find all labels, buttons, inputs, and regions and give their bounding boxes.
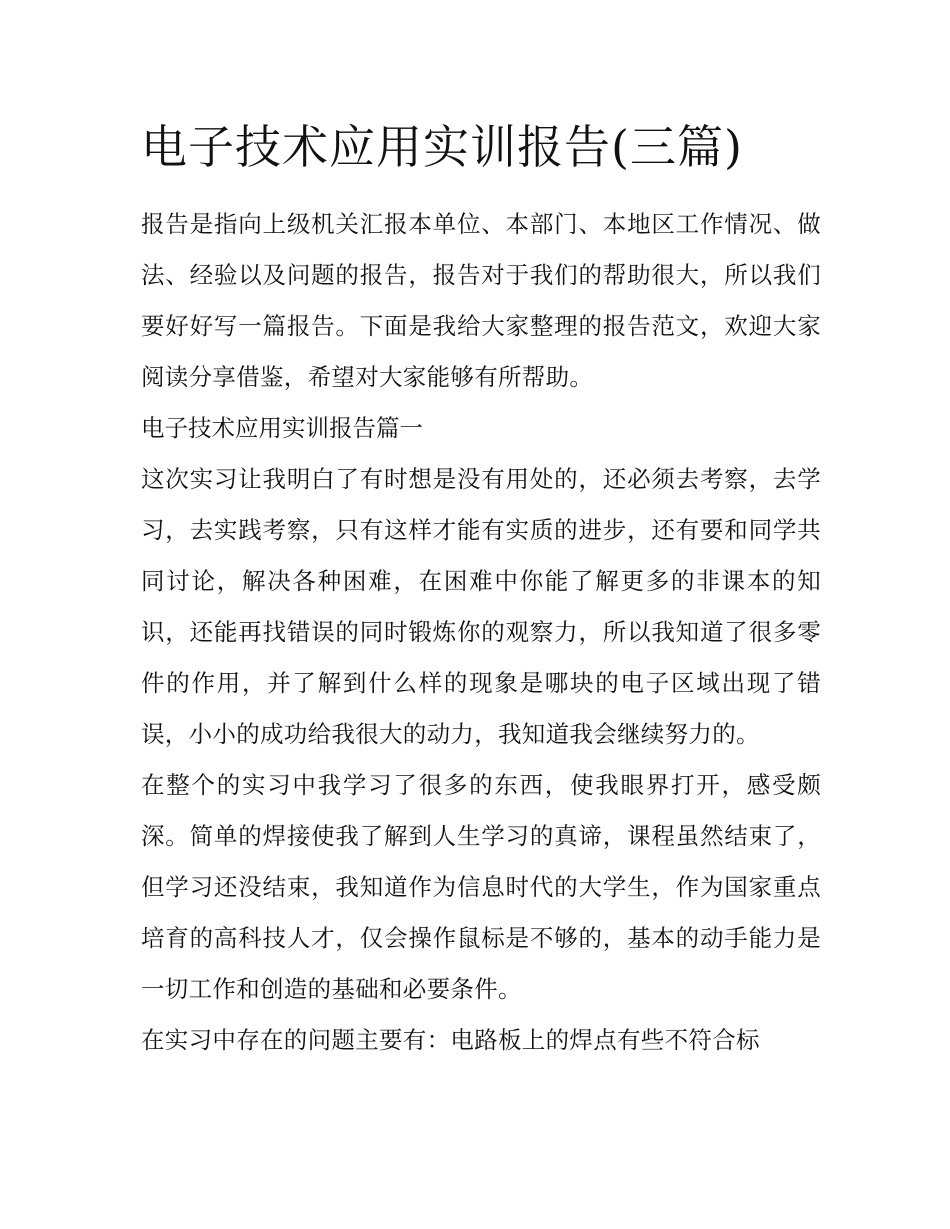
intro-paragraph: 报告是指向上级机关汇报本单位、本部门、本地区工作情况、做法、经验以及问题的报告，报告对于我们的帮助很大，所以我们要好好写一篇报告。下面是我给大家整理的报告范文，欢迎大家阅读分享借鉴，希望对大家能够有所帮助。 <box>141 210 821 391</box>
body-paragraph-2: 在整个的实习中我学习了很多的东西，使我眼界打开，感受颇深。简单的焊接使我了解到人生学习的真谛，课程虽然结束了，但学习还没结束，我知道作为信息时代的大学生，作为国家重点培育的高科技人才，仅会操作鼠标是不够的，基本的动手能力是一切工作和创造的基础和必要条件。 <box>141 771 821 1003</box>
body-paragraph-1: 这次实习让我明白了有时想是没有用处的，还必须去考察，去学习，去实践考察，只有这样才能有实质的进步，还有要和同学共同讨论，解决各种困难，在困难中你能了解更多的非课本的知识，还能再找错误的同时锻炼你的观察力，所以我知道了很多零件的作用，并了解到什么样的现象是哪块的电子区域出现了错误，小小的成功给我很大的动力，我知道我会继续努力的。 <box>141 465 821 748</box>
body-paragraph-3: 在实习中存在的问题主要有：电路板上的焊点有些不符合标 <box>141 1026 760 1054</box>
document-body <box>141 199 821 1066</box>
section-heading: 电子技术应用实训报告篇一 <box>141 414 423 442</box>
document-title: 电子技术应用实训报告(三篇) <box>141 120 743 174</box>
